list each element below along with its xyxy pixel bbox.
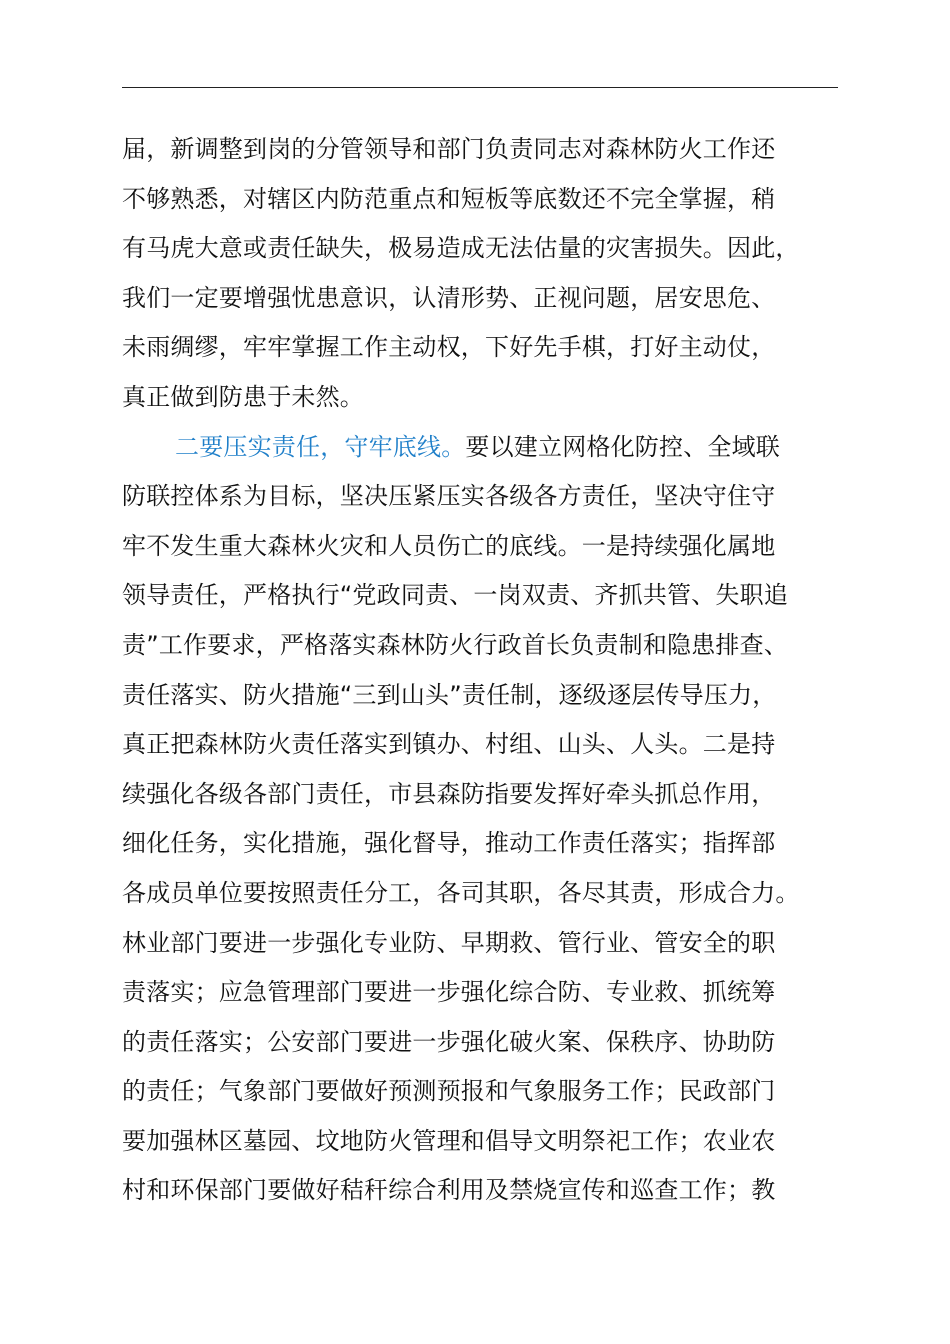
paragraph1-line: 真正做到防患于未然。 [122,382,364,411]
body-text [122,125,862,1216]
paragraph2-line: 的责任；气象部门要做好预测预报和气象服务工作；民政部门 [122,1077,776,1106]
paragraph2-line: 牢不发生重大森林火灾和人员伤亡的底线。一是持续强化属地 [122,531,776,560]
paragraph2-line: 责”工作要求，严格落实森林防火行政首长负责制和隐患排查、 [122,630,789,659]
paragraph2-line: 责落实；应急管理部门要进一步强化综合防、专业救、抓统筹 [122,978,776,1007]
paragraph2-line: 领导责任，严格执行“党政同责、一岗双责、齐抓共管、失职追 [122,581,789,610]
header-rule [122,87,838,88]
paragraph2-heading: 二要压实责任，守牢底线。 [175,432,466,461]
paragraph1-line: 未雨绸缪，牢牢掌握工作主动权，下好先手棋，打好主动仗， [122,333,776,362]
paragraph2-first-line [122,423,862,473]
paragraph1-line: 有马虎大意或责任缺失，极易造成无法估量的灾害损失。因此， [122,234,800,263]
paragraph2-line: 责任落实、防火措施“三到山头”责任制，逐级逐层传导压力， [122,680,777,709]
paragraph1-line: 届，新调整到岗的分管领导和部门负责同志对森林防火工作还 [122,135,776,163]
paragraph2-line: 村和环保部门要做好秸秆综合利用及禁烧宣传和巡查工作；教 [122,1176,776,1205]
paragraph2-line: 续强化各级各部门责任，市县森防指要发挥好牵头抓总作用， [122,779,776,808]
paragraph2-first-rest: 要以建立网格化防控、全域联 [465,432,781,461]
paragraph2-line: 真正把森林防火责任落实到镇办、村组、山头、人头。二是持 [122,730,776,759]
paragraph2-line: 的责任落实；公安部门要进一步强化破火案、保秩序、协助防 [122,1027,776,1056]
paragraph2-line: 防联控体系为目标，坚决压紧压实各级各方责任，坚决守住守 [122,482,776,511]
paragraph2-line: 要加强林区墓园、坟地防火管理和倡导文明祭祀工作；农业农 [122,1126,776,1155]
paragraph2-line: 细化任务，实化措施，强化督导，推动工作责任落实；指挥部 [122,829,776,858]
paragraph2-line: 各成员单位要按照责任分工，各司其职，各尽其责，形成合力。 [122,878,800,907]
paragraph1-line: 我们一定要增强忧患意识，认清形势、正视问题，居安思危、 [122,283,776,312]
paragraph1-line: 不够熟悉，对辖区内防范重点和短板等底数还不完全掌握，稍 [122,184,776,213]
paragraph2-line: 林业部门要进一步强化专业防、早期救、管行业、管安全的职 [122,928,776,957]
